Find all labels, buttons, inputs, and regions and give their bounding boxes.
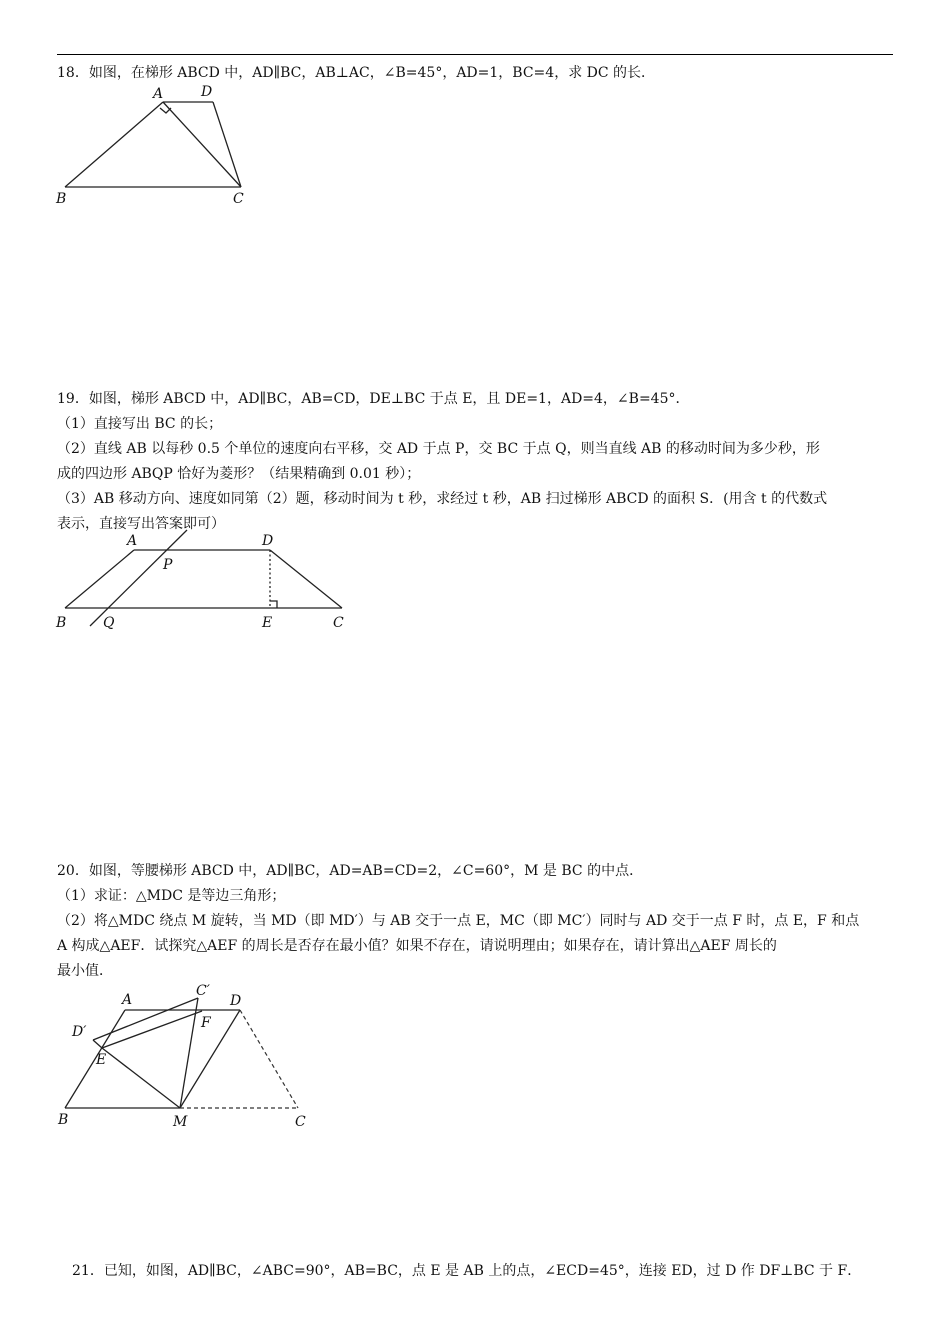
q19-part2-line2: 成的四边形 ABQP 恰好为菱形？（结果精确到 0.01 秒）； (57, 466, 421, 482)
q20-label-c: C (295, 1114, 306, 1130)
q19-part1: （1）直接写出 BC 的长； (57, 416, 223, 432)
q19-label-d: D (262, 533, 274, 549)
top-rule (57, 54, 893, 55)
q19-segment-ab (65, 550, 134, 608)
q20-part2-line2: A 构成△AEF．试探究△AEF 的周长是否存在最小值？如果不存在，请说明理由；如果存在，请计算出△AEF 周长的 (57, 938, 777, 954)
q20-label-a: A (122, 992, 133, 1008)
q20-label-f: F (201, 1015, 211, 1031)
q20-segment-mc-prime (180, 998, 198, 1108)
q19-label-p: P (163, 557, 173, 573)
q20-label-d: D (230, 993, 242, 1009)
q18-right-angle-mark (160, 108, 171, 113)
q18-label-a: A (153, 86, 164, 102)
q20-label-m: M (173, 1114, 188, 1130)
q18-label-c: C (233, 191, 244, 207)
q18-segment-ac (163, 102, 241, 187)
q19-right-angle-mark (270, 601, 277, 608)
q20-label-c-prime: C′ (196, 983, 210, 999)
q19-part2-line1: （2）直线 AB 以每秒 0.5 个单位的速度向右平移，交 AD 于点 P，交 BC 于点 Q，则当直线 AB 的移动时间为多少秒，形 (57, 441, 820, 457)
q20-part1: （1）求证：△MDC 是等边三角形； (57, 888, 286, 904)
q20-label-d-prime: D′ (72, 1024, 87, 1040)
q18-segment-dc (213, 102, 241, 187)
q19-part3-line1: （3）AB 移动方向、速度如同第（2）题，移动时间为 t 秒，求经过 t 秒，AB 扫过梯形 ABCD 的面积 S．(用含 t 的代数式 (57, 491, 828, 507)
q20-text: 20．如图，等腰梯形 ABCD 中，AD∥BC，AD=AB=CD=2，∠C=60°，M 是 BC 的中点． (57, 863, 644, 879)
q20-segment-me (102, 1048, 180, 1108)
q20-label-e: E (96, 1052, 107, 1068)
q18-label-b: B (56, 191, 67, 207)
q19-figure (50, 528, 360, 638)
q20-part2-line1: （2）将△MDC 绕点 M 旋转，当 MD（即 MD′）与 AB 交于一点 E，MC（即 MC′）同时与 AD 交于一点 F 时，点 E，F 和点 (57, 913, 860, 929)
q19-label-b: B (56, 615, 67, 631)
q20-segment-dc-dashed (240, 1010, 298, 1108)
q20-label-b: B (58, 1112, 69, 1128)
q19-part3-line2: 表示，直接写出答案即可） (57, 516, 225, 532)
q18-label-d: D (201, 84, 213, 100)
q18-text: 18．如图，在梯形 ABCD 中，AD∥BC，AB⊥AC，∠B=45°，AD=1，BC=4，求 DC 的长． (57, 65, 656, 81)
q21-text: 21．已知，如图，AD∥BC，∠ABC=90°，AB=BC，点 E 是 AB 上的点，∠ECD=45°，连接 ED，过 D 作 DF⊥BC 于 F． (72, 1263, 862, 1279)
q19-segment-dc (270, 550, 342, 608)
q20-part2-line3: 最小值． (57, 963, 113, 979)
q19-text: 19．如图，梯形 ABCD 中，AD∥BC，AB=CD，DE⊥BC 于点 E，且 DE=1，AD=4，∠B=45°． (57, 391, 690, 407)
q19-label-c: C (333, 615, 344, 631)
q19-moving-line-pq (90, 530, 187, 626)
q19-label-e: E (262, 615, 273, 631)
q18-figure (50, 82, 265, 210)
q20-segment-ed-prime (93, 1040, 102, 1048)
q20-figure (50, 978, 320, 1133)
q18-segment-ab (65, 102, 163, 187)
q19-label-a: A (127, 533, 138, 549)
q19-label-q: Q (103, 615, 115, 631)
